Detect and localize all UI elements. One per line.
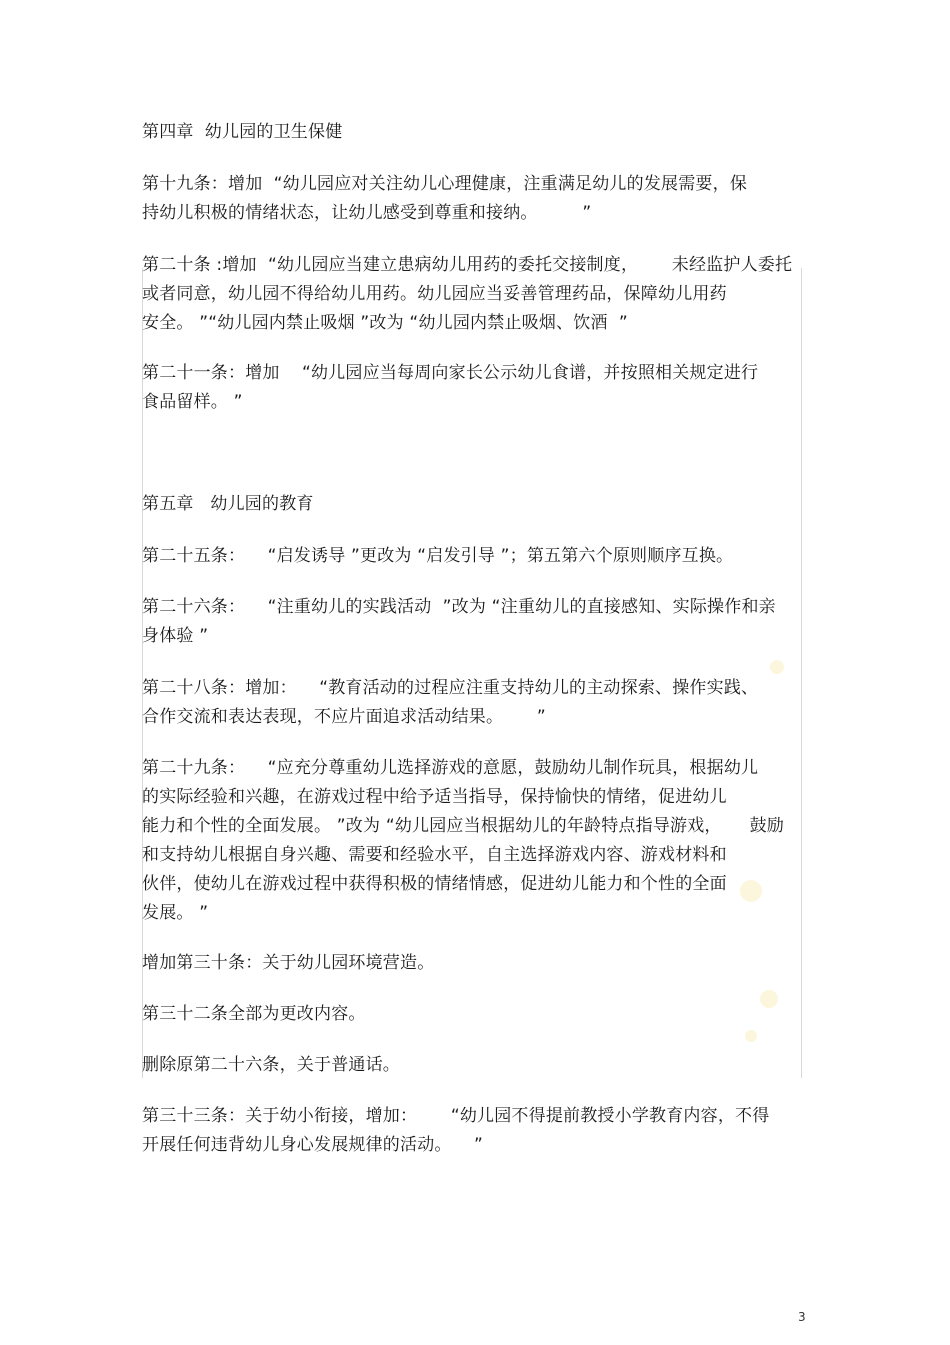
scan-speck — [770, 660, 784, 674]
article-32-note: 第三十二条全部为更改内容。 — [142, 1004, 366, 1024]
article-29-line-4: 和支持幼儿根据自身兴趣、需要和经验水平，自主选择游戏内容、游戏材料和 — [142, 845, 727, 865]
article-26-line-2: 身体验 ” — [142, 626, 209, 646]
article-26-line-1: 第二十六条： “注重幼儿的实践活动 ”改为 “注重幼儿的直接感知、实际操作和亲 — [142, 597, 776, 617]
scan-speck — [740, 880, 762, 902]
article-19-line-1: 第十九条：增加 “幼儿园应对关注幼儿心理健康，注重满足幼儿的发展需要，保 — [142, 174, 748, 194]
article-28-line-1: 第二十八条：增加： “教育活动的过程应注重支持幼儿的主动探索、操作实践、 — [142, 678, 759, 698]
article-29-line-3: 能力和个性的全面发展。 ”改为 “幼儿园应当根据幼儿的年龄特点指导游戏， 鼓励 — [142, 816, 785, 836]
article-29-line-5: 伙伴，使幼儿在游戏过程中获得积极的情绪情感，促进幼儿能力和个性的全面 — [142, 874, 727, 894]
article-29-line-6: 发展。 ” — [142, 903, 209, 923]
article-21-line-2: 食品留样。 ” — [142, 392, 243, 412]
article-21-line-1: 第二十一条：增加 “幼儿园应当每周向家长公示幼儿食谱，并按照相关规定进行 — [142, 363, 759, 383]
article-29-line-1: 第二十九条： “应充分尊重幼儿选择游戏的意愿，鼓励幼儿制作玩具，根据幼儿 — [142, 758, 759, 778]
scan-speck — [760, 990, 778, 1008]
article-26-deletion-note: 删除原第二十六条，关于普通话。 — [142, 1055, 400, 1075]
article-20-line-1: 第二十条 :增加 “幼儿园应当建立患病幼儿用药的委托交接制度， 未经监护人委托 — [142, 255, 793, 275]
scan-speck — [745, 1030, 757, 1042]
chapter-four-heading: 第四章 幼儿园的卫生保健 — [142, 122, 343, 142]
chapter-five-heading: 第五章 幼儿园的教育 — [142, 494, 314, 514]
article-30-note: 增加第三十条：关于幼儿园环境营造。 — [142, 953, 435, 973]
article-28-line-2: 合作交流和表达表现，不应片面追求活动结果。 ” — [142, 707, 546, 727]
article-20-line-2: 或者同意，幼儿园不得给幼儿用药。幼儿园应当妥善管理药品，保障幼儿用药 — [142, 284, 727, 304]
article-33-line-2: 开展任何违背幼儿身心发展规律的活动。 ” — [142, 1135, 484, 1155]
page-number: 3 — [798, 1310, 806, 1324]
article-33-line-1: 第三十三条：关于幼小衔接，增加： “幼儿园不得提前教授小学教育内容，不得 — [142, 1106, 770, 1126]
article-19-line-2: 持幼儿积极的情绪状态，让幼儿感受到尊重和接纳。 ” — [142, 203, 592, 223]
article-29-line-2: 的实际经验和兴趣，在游戏过程中给予适当指导，保持愉快的情绪，促进幼儿 — [142, 787, 727, 807]
article-25-line-1: 第二十五条： “启发诱导 ”更改为 “启发引导 ”；第五第六个原则顺序互换。 — [142, 546, 734, 566]
article-20-line-3: 安全。 ”“幼儿园内禁止吸烟 ”改为 “幼儿园内禁止吸烟、饮酒 ” — [142, 313, 628, 333]
